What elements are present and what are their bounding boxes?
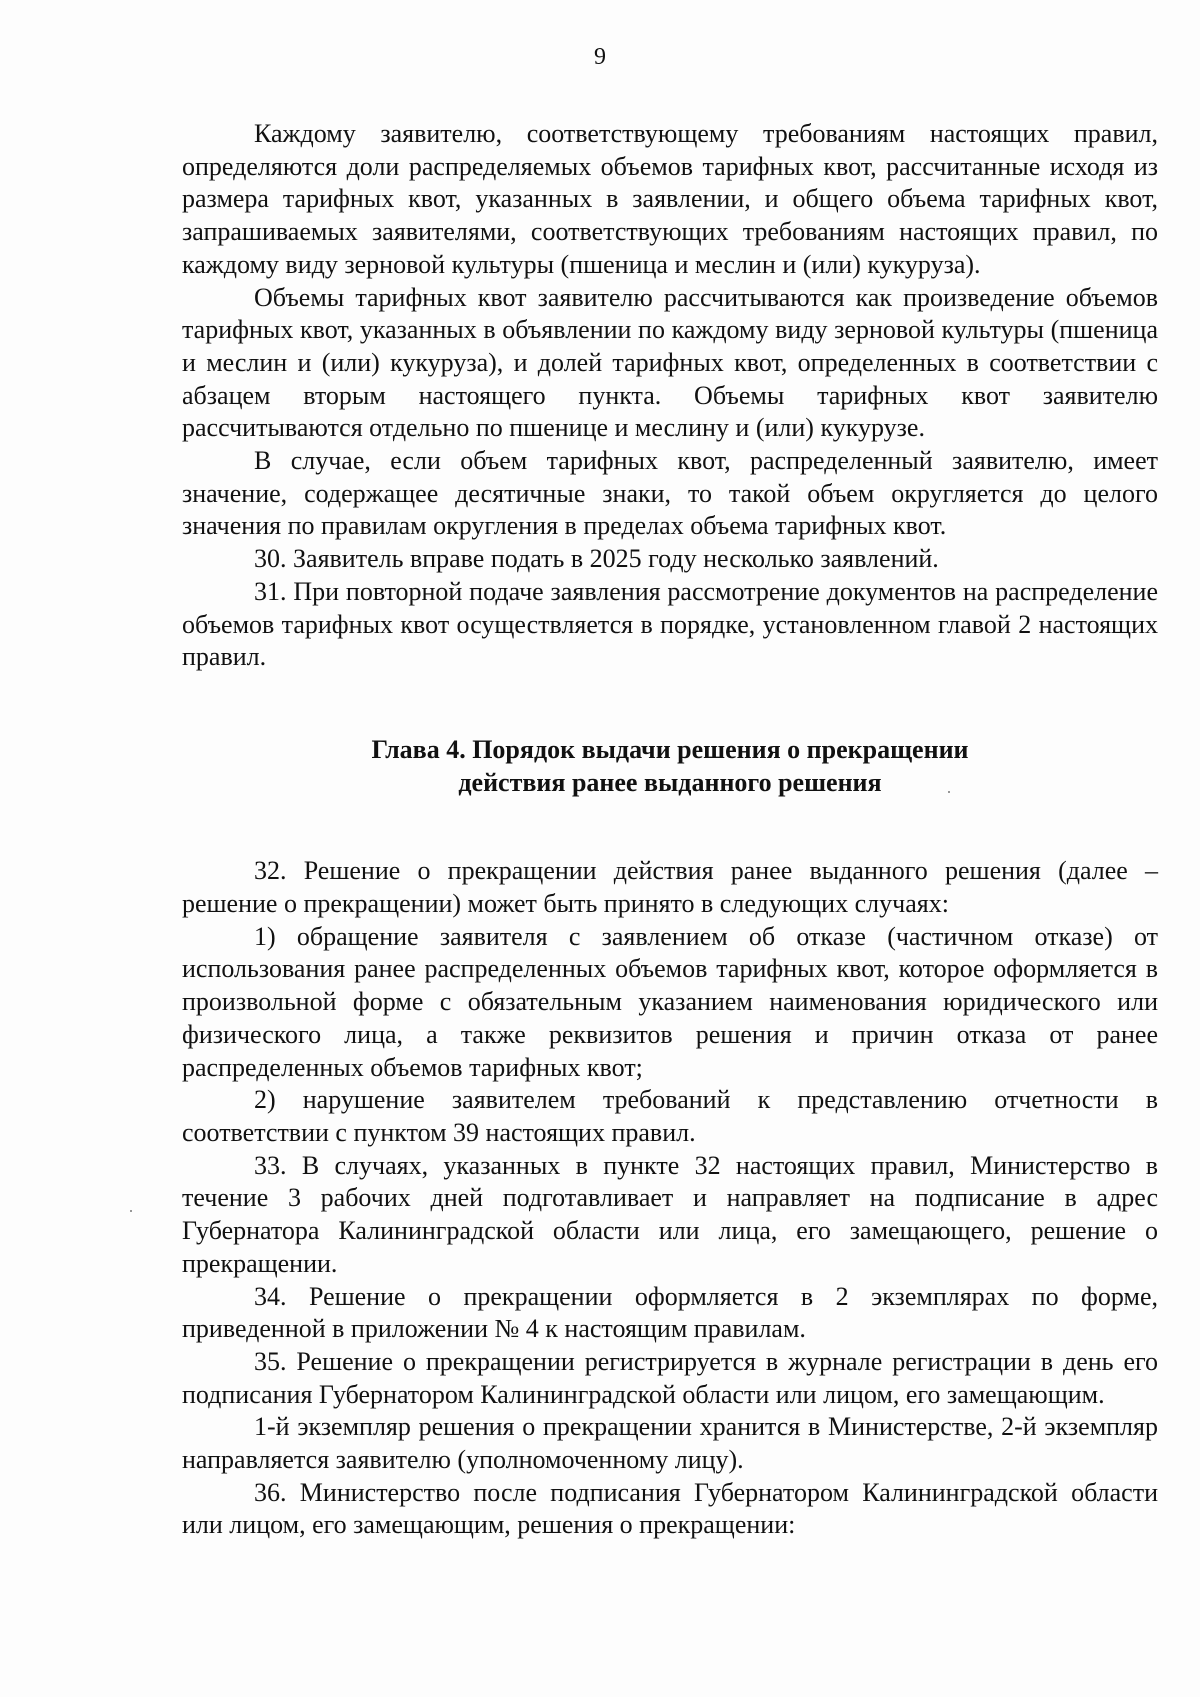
paragraph-item-34: 34. Решение о прекращении оформляется в 2 экземплярах по форме, приведенной в приложении № 4 к настоящим правилам. [182,1281,1158,1344]
paragraph: 1-й экземпляр решения о прекращении хранится в Министерстве, 2-й экземпляр направляется заявителю (уполномоченному лицу). [182,1412,1158,1475]
paragraph-item-33: 33. В случаях, указанных в пункте 32 настоящих правил, Министерство в течение 3 рабочих дней подготавливает и направляет на подписание в адрес Губернатора Калининградской области или лица, его замещающего, решение о прекращении. [182,1150,1158,1278]
chapter-heading-line-2: действия ранее выданного решения [458,767,882,797]
document-body [182,118,1158,1542]
paragraph: Каждому заявителю, соответствующему требованиям настоящих правил, определяются доли распределяемых объемов тарифных квот, рассчитанные исходя из размера тарифных квот, указанных в заявлении, и общего объема тарифных квот, запрашиваемых заявителями, соответствующих требованиям настоящих правил, по каждому виду зерновой культуры (пшеница и меслин и (или) кукуруза). [182,119,1158,279]
scan-speck [130,1210,132,1212]
paragraph-item-30: 30. Заявитель вправе подать в 2025 году несколько заявлений. [254,544,939,574]
chapter-heading-line-1: Глава 4. Порядок выдачи решения о прекращении [371,734,969,764]
paragraph-item-36: 36. Министерство после подписания Губернатором Калининградской области или лицом, его замещающим, решения о прекращении: [182,1477,1158,1540]
paragraph-subitem-1: 1) обращение заявителя с заявлением об отказе (частичном отказе) от использования ранее распределенных объемов тарифных квот, которое оформляется в произвольной форме с обязательным указанием наименования юридического или физического лица, а также реквизитов решения и причин отказа от ранее распределенных объемов тарифных квот; [182,921,1158,1082]
chapter-heading [182,734,1158,799]
page-number: 9 [594,44,606,70]
paragraph: В случае, если объем тарифных квот, распределенный заявителю, имеет значение, содержащее десятичные знаки, то такой объем округляется до целого значения по правилам округления в пределах объема тарифных квот. [182,446,1158,541]
paragraph-item-32: 32. Решение о прекращении действия ранее выданного решения (далее – решение о прекращении) может быть принято в следующих случаях: [182,856,1158,919]
paragraph-item-35: 35. Решение о прекращении регистрируется в журнале регистрации в день его подписания Губернатором Калининградской области или лицом, его замещающим. [182,1346,1158,1409]
paragraph-item-31: 31. При повторной подаче заявления рассмотрение документов на распределение объемов тарифных квот осуществляется в порядке, установленном главой 2 настоящих правил. [182,576,1158,672]
paragraph-subitem-2: 2) нарушение заявителем требований к представлению отчетности в соответствии с пунктом 39 настоящих правил. [182,1085,1158,1147]
paragraph: Объемы тарифных квот заявителю рассчитываются как произведение объемов тарифных квот, указанных в объявлении по каждому виду зерновой культуры (пшеница и меслин и (или) кукуруза), и долей тарифных квот, определенных в соответствии с абзацем вторым настоящего пункта. Объемы тарифных квот заявителю рассчитываются отдельно по пшенице и меслину и (или) кукурузе. [182,282,1158,443]
scan-speck [948,791,950,793]
